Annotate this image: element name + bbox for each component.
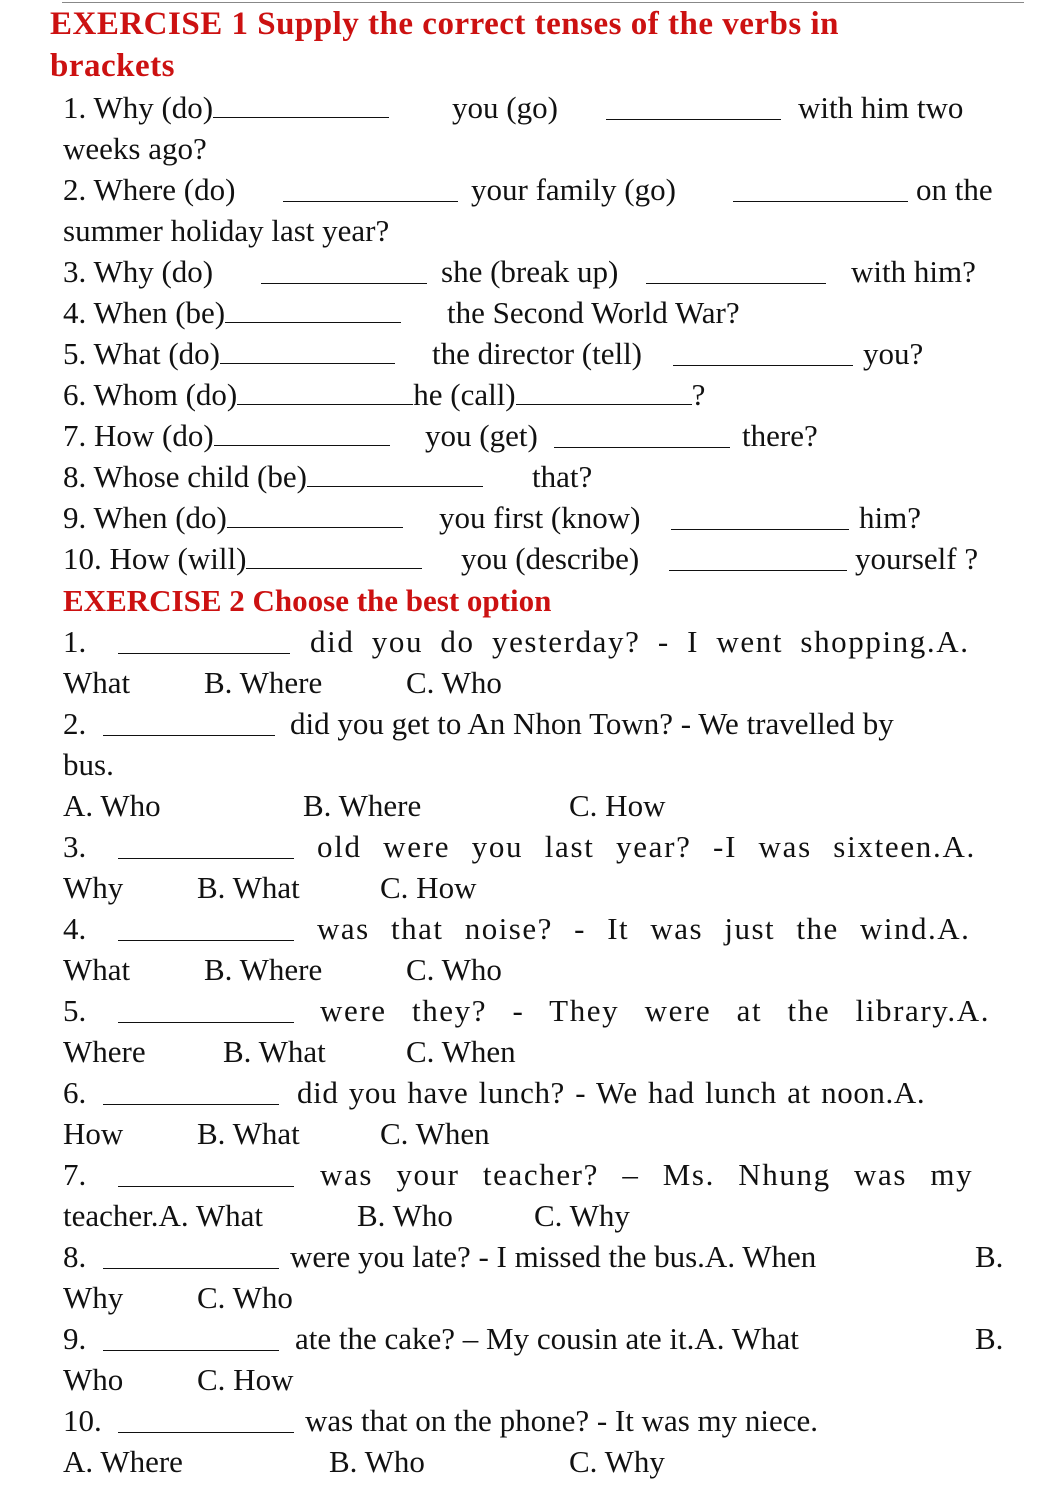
ex2-item-7: 7. was your teacher? – Ms. Nhung was my xyxy=(63,1157,974,1192)
answer-blank[interactable] xyxy=(237,380,413,405)
answer-blank[interactable] xyxy=(227,503,403,528)
ex2-item-5-cont: Where B. What C. When xyxy=(63,1034,516,1069)
answer-blank[interactable] xyxy=(246,544,422,569)
answer-blank[interactable] xyxy=(646,259,826,284)
answer-blank[interactable] xyxy=(103,1244,279,1269)
ex1-item-9: 9. When (do) you first (know) him? xyxy=(63,500,921,535)
answer-blank[interactable] xyxy=(103,1080,279,1105)
ex2-item-3-cont: Why B. What C. How xyxy=(63,870,477,905)
answer-blank[interactable] xyxy=(283,177,458,202)
answer-blank[interactable] xyxy=(307,462,483,487)
ex2-item-2-options: A. Who B. Where C. How xyxy=(63,788,666,823)
answer-blank[interactable] xyxy=(214,421,390,446)
ex2-item-6: 6. did you have lunch? - We had lunch at noon.A. xyxy=(63,1075,926,1110)
answer-blank[interactable] xyxy=(733,177,908,202)
ex2-item-8: 8. were you late? - I missed the bus.A. When B. xyxy=(63,1239,1004,1274)
ex2-item-5: 5. were they? - They were at the library.A. xyxy=(63,993,991,1028)
answer-blank[interactable] xyxy=(118,629,290,654)
ex2-item-3: 3. old were you last year? -I was sixteen.A. xyxy=(63,829,976,864)
answer-blank[interactable] xyxy=(103,711,275,736)
answer-blank[interactable] xyxy=(118,834,294,859)
exercise2-title: EXERCISE 2 Choose the best option xyxy=(63,583,552,618)
exercise1-title-cont: brackets xyxy=(50,48,175,84)
exercise1-title: EXERCISE 1 Supply the correct tenses of the verbs in xyxy=(50,6,839,42)
answer-blank[interactable] xyxy=(118,1408,294,1433)
ex1-item-3: 3. Why (do) she (break up) with him? xyxy=(63,254,976,289)
ex2-item-2-cont: bus. xyxy=(63,747,114,782)
answer-blank[interactable] xyxy=(118,916,294,941)
answer-blank[interactable] xyxy=(669,546,847,571)
ex1-item-1-cont: weeks ago? xyxy=(63,131,207,166)
answer-blank[interactable] xyxy=(213,93,389,118)
top-rule xyxy=(62,2,1024,3)
ex1-item-2: 2. Where (do) your family (go) on the xyxy=(63,172,993,207)
ex2-item-4: 4. was that noise? - It was just the wind.A. xyxy=(63,911,971,946)
ex2-item-10: 10. was that on the phone? - It was my niece. xyxy=(63,1403,819,1438)
answer-blank[interactable] xyxy=(225,298,401,323)
answer-blank[interactable] xyxy=(103,1326,279,1351)
ex1-item-10: 10. How (will) you (describe) yourself ? xyxy=(63,541,979,576)
answer-blank[interactable] xyxy=(118,1162,294,1187)
answer-blank[interactable] xyxy=(220,339,395,364)
ex2-item-10-options: A. Where B. Who C. Why xyxy=(63,1444,665,1479)
ex2-item-4-cont: What B. Where C. Who xyxy=(63,952,502,987)
answer-blank[interactable] xyxy=(118,998,294,1023)
ex2-item-1-cont: What B. Where C. Who xyxy=(63,665,502,700)
ex1-item-6: 6. Whom (do) he (call) ? xyxy=(63,377,706,412)
ex2-item-9: 9. ate the cake? – My cousin ate it.A. What B. xyxy=(63,1321,1004,1356)
answer-blank[interactable] xyxy=(261,259,427,284)
ex2-item-9-cont: Who C. How xyxy=(63,1362,294,1397)
ex1-item-8: 8. Whose child (be) that? xyxy=(63,459,593,494)
ex2-item-6-cont: How B. What C. When xyxy=(63,1116,490,1151)
answer-blank[interactable] xyxy=(606,95,781,120)
ex1-item-7: 7. How (do) you (get) there? xyxy=(63,418,818,453)
ex1-item-4: 4. When (be) the Second World War? xyxy=(63,295,740,330)
ex1-item-5: 5. What (do) the director (tell) you? xyxy=(63,336,924,371)
answer-blank[interactable] xyxy=(673,341,853,366)
ex2-item-2: 2. did you get to An Nhon Town? - We travelled by xyxy=(63,706,894,741)
answer-blank[interactable] xyxy=(554,423,730,448)
ex2-item-8-cont: Why C. Who xyxy=(63,1280,293,1315)
answer-blank[interactable] xyxy=(516,380,692,405)
answer-blank[interactable] xyxy=(671,505,849,530)
ex2-item-7-cont: teacher.A. What B. Who C. Why xyxy=(63,1198,630,1233)
ex1-item-1: 1. Why (do) you (go) with him two xyxy=(63,90,964,125)
ex1-item-2-cont: summer holiday last year? xyxy=(63,213,390,248)
ex2-item-1: 1. did you do yesterday? - I went shopping.A. xyxy=(63,624,970,659)
